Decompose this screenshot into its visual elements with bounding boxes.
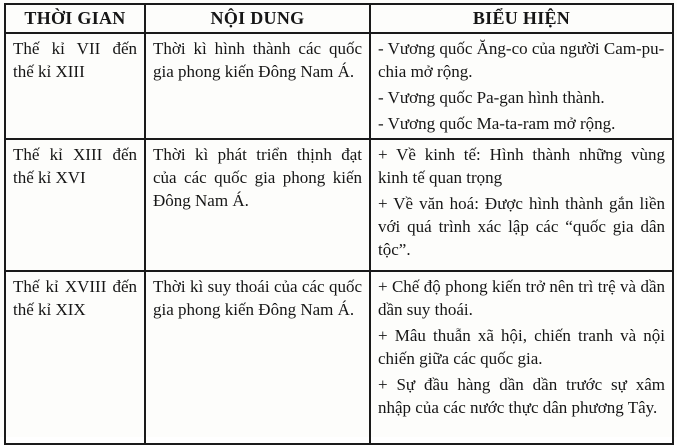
manifestation-item: - Vương quốc Ma-ta-ram mở rộng. xyxy=(378,114,616,133)
content-cell: Thời kì suy thoái của các quốc gia phong kiến Đông Nam Á. xyxy=(145,271,370,444)
table-row xyxy=(5,271,673,444)
manifestation-cell xyxy=(370,271,673,444)
content-cell: Thời kì hình thành các quốc gia phong kiến Đông Nam Á. xyxy=(145,33,370,139)
period-cell: Thế kỉ XVIII đến thế kỉ XIX xyxy=(5,271,145,444)
header-content: NỘI DUNG xyxy=(145,4,370,33)
history-table xyxy=(4,3,674,445)
manifestation-cell xyxy=(370,33,673,139)
manifestation-item: + Mâu thuẫn xã hội, chiến tranh và nội chiến giữa các quốc gia. xyxy=(378,326,665,368)
table-row xyxy=(5,33,673,139)
manifestation-item: + Về văn hoá: Được hình thành gắn liền với quá trình xác lập các “quốc gia dân tộc”. xyxy=(378,194,665,259)
header-row xyxy=(5,4,673,33)
manifestation-cell xyxy=(370,139,673,271)
manifestation-item: + Chế độ phong kiến trở nên trì trệ và dần dần suy thoái. xyxy=(378,277,665,319)
period-cell: Thế kỉ VII đến thế kỉ XIII xyxy=(5,33,145,139)
manifestation-item: - Vương quốc Pa-gan hình thành. xyxy=(378,88,605,107)
manifestation-item: - Vương quốc Ăng-co của người Cam-pu-chia mở rộng. xyxy=(378,39,665,81)
header-manifestation: BIỂU HIỆN xyxy=(370,4,673,33)
manifestation-item: + Sự đầu hàng dần dần trước sự xâm nhập của các nước thực dân phương Tây. xyxy=(378,375,665,417)
period-cell: Thế kỉ XIII đến thế kỉ XVI xyxy=(5,139,145,271)
manifestation-item: + Về kinh tế: Hình thành những vùng kinh tế quan trọng xyxy=(378,145,665,187)
content-cell: Thời kì phát triển thịnh đạt của các quốc gia phong kiến Đông Nam Á. xyxy=(145,139,370,271)
table-row xyxy=(5,139,673,271)
header-time: THỜI GIAN xyxy=(5,4,145,33)
